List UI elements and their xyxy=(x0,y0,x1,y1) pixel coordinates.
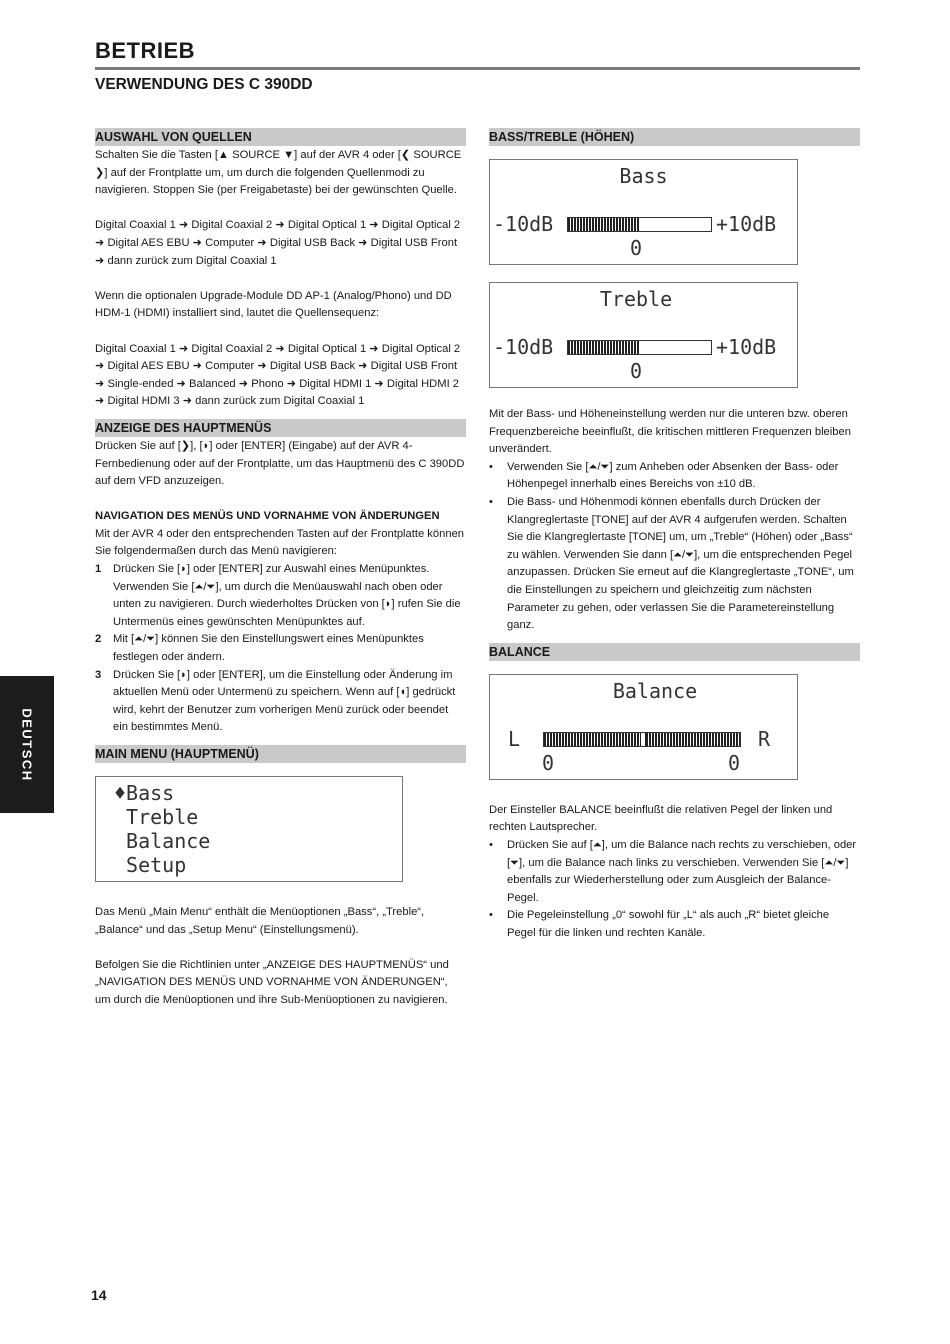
basstreble-paragraph: Mit der Bass- und Höheneinstellung werden nur die unteren bzw. oberen Frequenzbereiche beeinflußt, die kritischen mittleren Frequenzen bleiben unverändert. xyxy=(489,408,851,456)
treble-vfd-display xyxy=(489,282,798,388)
treble-vfd-min: -10dB xyxy=(493,335,554,359)
treble-vfd-label: Treble xyxy=(599,287,673,311)
navigation-step: 1 Drücken Sie [◗] oder [ENTER] zur Auswahl eines Menüpunktes. Verwenden Sie [⏶/⏷], um durch die Menüauswahl nach oben oder unten zu navigieren. Durch wiederholtes Drücken von [◗] rufen Sie die Untermenüs eines gewünschten Menüpunktes auf. xyxy=(95,563,461,628)
bass-vfd-min: -10dB xyxy=(493,212,554,236)
right-column xyxy=(489,128,860,942)
vfd-menu-line: Balance xyxy=(114,829,211,853)
balance-paragraph: Der Einsteller BALANCE beeinflußt die relativen Pegel der linken und rechten Lautsprecher. xyxy=(489,803,833,834)
list-item: • Die Bass- und Höhenmodi können ebenfalls durch Drücken der Klangreglertaste [TONE] auf der AVR 4 aufgerufen werden. Schalten Sie die Klangreglertaste [TONE] um, um „Treble“ (Höhen) oder „Bass“ zu wählen. Verwenden Sie dann [⏶/⏷], um die entsprechenden Pegel anzupassen. Drücken Sie erneut auf die Klangreglertaste „TONE“, um die Einstellungen zu speichern und gleichzeitig zum nächsten Parameter zu gehen, oder verlassen Sie die Parametereinstellung ganz. xyxy=(489,495,854,632)
bass-vfd-label: Bass xyxy=(619,164,668,188)
page-subtitle: VERWENDUNG DES C 390DD xyxy=(95,76,313,93)
section-heading-balance: BALANCE xyxy=(489,643,860,661)
navigation-steps xyxy=(95,561,466,737)
balance-vfd-left: L xyxy=(508,726,521,751)
bass-vfd-display xyxy=(489,159,798,265)
balance-vfd-left-value: 0 xyxy=(542,750,555,775)
mainmenu-display-paragraph: Drücken Sie auf [❯], [◗] oder [ENTER] (Eingabe) auf der AVR 4-Fernbedienung oder auf der Frontplatte, um das Hauptmenü des C 390DD auf dem VFD anzuzeigen. xyxy=(95,439,465,488)
mainmenu-paragraph-1: Das Menü „Main Menu“ enthält die Menüoptionen „Bass“, „Treble“, „Balance“ und das „Setup Menu“ (Einstellungsmenü). xyxy=(95,906,425,936)
navigation-subheading: NAVIGATION DES MENÜS UND VORNAHME VON ÄNDERUNGEN xyxy=(95,510,440,523)
bass-level-fill xyxy=(568,218,640,231)
vfd-menu-line: ♦Bass xyxy=(114,781,175,805)
balance-vfd-right-value: 0 xyxy=(728,750,741,775)
vfd-menu-line: Setup xyxy=(114,853,187,877)
bass-level-meter xyxy=(567,217,712,232)
bass-vfd-max: +10dB xyxy=(716,212,777,236)
balance-vfd-display xyxy=(489,674,798,780)
balance-meter xyxy=(543,732,741,747)
source-paragraph-1: Schalten Sie die Tasten [▲ SOURCE ▼] auf der AVR 4 oder [❮ SOURCE ❯] auf der Frontplatte um, um durch die folgenden Quellenmodi zu navigieren. Stoppen Sie (per Freigabetaste) bei der gewünschten Quelle. xyxy=(95,149,462,197)
language-label: DEUTSCH xyxy=(19,707,35,782)
page-title: BETRIEB xyxy=(95,38,196,63)
balance-vfd-label: Balance xyxy=(612,678,698,703)
treble-level-meter xyxy=(567,340,712,355)
section-heading-basstreble: BASS/TREBLE (HÖHEN) xyxy=(489,128,860,146)
page-number: 14 xyxy=(91,1287,107,1303)
list-item: • Die Pegeleinstellung „0“ sowohl für „L“ als auch „R“ bietet gleiche Pegel für die linken und rechten Kanäle. xyxy=(489,909,830,939)
balance-vfd-right: R xyxy=(758,726,771,751)
section-heading-source: AUSWAHL VON QUELLEN xyxy=(95,128,466,146)
navigation-step: 3 Drücken Sie [◗] oder [ENTER], um die Einstellung oder Änderung im aktuellen Menü oder Untermenü zu speichern. Wenn auf [◖] gedrückt wird, kehrt der Benutzer zum vorherigen Menü zurück oder beendet ein bestimmtes Menü. xyxy=(95,668,456,734)
source-sequence-1: Digital Coaxial 1 ➜ Digital Coaxial 2 ➜ Digital Optical 1 ➜ Digital Optical 2 ➜ Digital AES EBU ➜ Computer ➜ Digital USB Back ➜ Digital USB Front ➜ dann zurück zum Digital Coaxial 1 xyxy=(95,219,461,267)
left-column xyxy=(95,128,466,1010)
treble-vfd-value: 0 xyxy=(629,359,643,383)
balance-bullets xyxy=(489,837,860,943)
language-side-tab xyxy=(0,676,54,813)
source-paragraph-2: Wenn die optionalen Upgrade-Module DD AP-1 (Analog/Phono) und DD HDM-1 (HDMI) installiert sind, lautet die Quellensequenz: xyxy=(95,289,452,320)
list-item: • Drücken Sie auf [⏶], um die Balance nach rechts zu verschieben, oder [⏷], um die Balance nach links zu verschieben. Verwenden Sie [⏶/⏷] ebenfalls zur Wiederherstellung oder zum Ausgleich der Balance-Pegel. xyxy=(489,838,857,904)
source-sequence-2: Digital Coaxial 1 ➜ Digital Coaxial 2 ➜ Digital Optical 1 ➜ Digital Optical 2 ➜ Digital AES EBU ➜ Computer ➜ Digital USB Back ➜ Digital USB Front ➜ Single-ended ➜ Balanced ➜ Phono ➜ Digital HDMI 1 ➜ Digital HDMI 2 ➜ Digital HDMI 3 ➜ dann zurück zum Digital Coaxial 1 xyxy=(95,342,461,408)
treble-level-fill xyxy=(568,341,640,354)
section-heading-mainmenu: MAIN MENU (HAUPTMENÜ) xyxy=(95,745,466,763)
title-rule xyxy=(95,67,860,70)
bass-vfd-value: 0 xyxy=(629,236,643,260)
treble-vfd-max: +10dB xyxy=(716,335,777,359)
mainmenu-paragraph-2: Befolgen Sie die Richtlinien unter „ANZEIGE DES HAUPTMENÜS“ und „NAVIGATION DES MENÜS UND VORNAHME VON ÄNDERUNGEN“, um durch die Menüoptionen und ihre Sub-Menüoptionen zu navigieren. xyxy=(95,958,449,1006)
navigation-paragraph: Mit der AVR 4 oder den entsprechenden Tasten auf der Frontplatte können Sie folgendermaßen durch das Menü navigieren: xyxy=(95,527,465,558)
balance-center-marker xyxy=(640,733,646,746)
vfd-menu-line: Treble xyxy=(114,805,199,829)
basstreble-bullets xyxy=(489,459,860,635)
mainmenu-vfd-display xyxy=(95,776,403,882)
section-heading-mainmenu-display: ANZEIGE DES HAUPTMENÜS xyxy=(95,419,466,437)
navigation-step: 2 Mit [⏶/⏷] können Sie den Einstellungswert eines Menüpunktes festlegen oder ändern. xyxy=(95,633,424,664)
list-item: • Verwenden Sie [⏶/⏷] zum Anheben oder Absenken der Bass- oder Höhenpegel innerhalb eines Bereichs von ±10 dB. xyxy=(489,460,839,491)
